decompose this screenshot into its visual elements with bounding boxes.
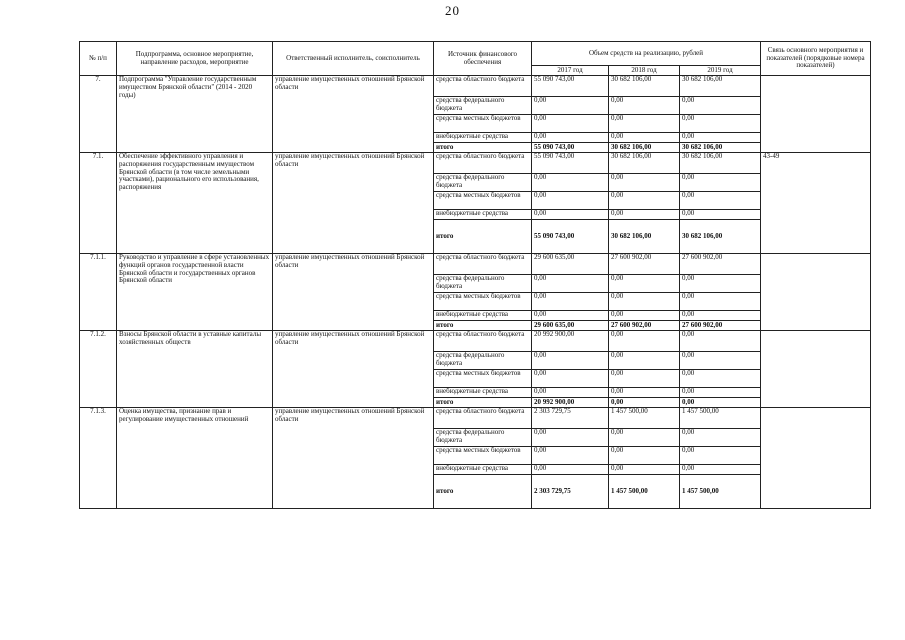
header-num: № п/п (80, 42, 117, 76)
amount-2017: 0,00 (532, 311, 609, 321)
amount-2019: 0,00 (680, 174, 761, 192)
amount-2019: 27 600 902,00 (680, 321, 761, 331)
row-number: 7. (80, 76, 117, 153)
amount-2018: 30 682 106,00 (609, 220, 680, 254)
amount-2017: 2 303 729,75 (532, 408, 609, 429)
funding-source: средства федерального бюджета (434, 97, 532, 115)
amount-2019: 1 457 500,00 (680, 408, 761, 429)
amount-2017: 0,00 (532, 293, 609, 311)
header-amount: Объем средств на реализацию, рублей (532, 42, 761, 66)
amount-2017: 0,00 (532, 388, 609, 398)
header-year: 2018 год (609, 66, 680, 76)
funding-source: средства областного бюджета (434, 408, 532, 429)
executor: управление имущественных отношений Брянской области (273, 254, 434, 331)
amount-2019: 0,00 (680, 352, 761, 370)
funding-source: средства федерального бюджета (434, 174, 532, 192)
amount-2019: 0,00 (680, 429, 761, 447)
amount-2017: 0,00 (532, 370, 609, 388)
indicator-link: 43-49 (761, 153, 871, 254)
funding-source: средства областного бюджета (434, 76, 532, 97)
amount-2017: 29 600 635,00 (532, 321, 609, 331)
funding-source: итого (434, 475, 532, 509)
funding-source: средства федерального бюджета (434, 352, 532, 370)
row-number: 7.1.3. (80, 408, 117, 509)
amount-2019: 0,00 (680, 398, 761, 408)
amount-2018: 0,00 (609, 447, 680, 465)
amount-2019: 0,00 (680, 97, 761, 115)
amount-2018: 0,00 (609, 370, 680, 388)
page-number: 20 (445, 3, 460, 18)
amount-2017: 0,00 (532, 115, 609, 133)
amount-2017: 29 600 635,00 (532, 254, 609, 275)
funding-source: средства федерального бюджета (434, 275, 532, 293)
amount-2017: 55 090 743,00 (532, 143, 609, 153)
amount-2019: 0,00 (680, 447, 761, 465)
activity-name: Оценка имущества, признание прав и регулирование имущественных отношений (117, 408, 273, 509)
header-source: Источник финансового обеспечения (434, 42, 532, 76)
amount-2019: 27 600 902,00 (680, 254, 761, 275)
table-row (80, 331, 871, 352)
header-link: Связь основного мероприятия и показателей (порядковые номера показателей) (761, 42, 871, 76)
amount-2019: 0,00 (680, 388, 761, 398)
amount-2018: 0,00 (609, 293, 680, 311)
funding-source: внебюджетные средства (434, 311, 532, 321)
amount-2017: 20 992 900,00 (532, 331, 609, 352)
amount-2018: 0,00 (609, 97, 680, 115)
amount-2017: 0,00 (532, 447, 609, 465)
amount-2018: 0,00 (609, 133, 680, 143)
amount-2017: 55 090 743,00 (532, 153, 609, 174)
amount-2018: 0,00 (609, 115, 680, 133)
funding-source: итого (434, 220, 532, 254)
activity-name: Подпрограмма "Управление государственным имуществом Брянской области" (2014 - 2020 годы) (117, 76, 273, 153)
amount-2017: 55 090 743,00 (532, 220, 609, 254)
amount-2017: 0,00 (532, 429, 609, 447)
amount-2018: 30 682 106,00 (609, 76, 680, 97)
amount-2018: 1 457 500,00 (609, 408, 680, 429)
amount-2018: 0,00 (609, 192, 680, 210)
table-body (80, 76, 871, 509)
amount-2018: 0,00 (609, 275, 680, 293)
row-number: 7.1. (80, 153, 117, 254)
funding-source: средства областного бюджета (434, 153, 532, 174)
table-row (80, 254, 871, 275)
amount-2017: 55 090 743,00 (532, 76, 609, 97)
amount-2017: 0,00 (532, 275, 609, 293)
indicator-link (761, 408, 871, 509)
funding-source: средства областного бюджета (434, 331, 532, 352)
amount-2017: 0,00 (532, 210, 609, 220)
header-subprogram: Подпрограмма, основное мероприятие, направление расходов, мероприятие (117, 42, 273, 76)
funding-source: итого (434, 143, 532, 153)
funding-source: итого (434, 321, 532, 331)
amount-2019: 0,00 (680, 192, 761, 210)
amount-2017: 0,00 (532, 97, 609, 115)
header-year: 2017 год (532, 66, 609, 76)
amount-2018: 0,00 (609, 398, 680, 408)
amount-2018: 30 682 106,00 (609, 143, 680, 153)
table-row (80, 76, 871, 97)
amount-2019: 30 682 106,00 (680, 153, 761, 174)
table-row (80, 153, 871, 174)
amount-2017: 0,00 (532, 465, 609, 475)
table-row (80, 408, 871, 429)
amount-2019: 30 682 106,00 (680, 143, 761, 153)
executor: управление имущественных отношений Брянской области (273, 408, 434, 509)
row-number: 7.1.1. (80, 254, 117, 331)
amount-2019: 0,00 (680, 210, 761, 220)
activity-name: Взносы Брянской области в уставные капиталы хозяйственных обществ (117, 331, 273, 408)
amount-2019: 0,00 (680, 133, 761, 143)
amount-2017: 20 992 900,00 (532, 398, 609, 408)
amount-2018: 1 457 500,00 (609, 475, 680, 509)
indicator-link (761, 76, 871, 153)
amount-2019: 0,00 (680, 115, 761, 133)
amount-2017: 0,00 (532, 192, 609, 210)
amount-2017: 2 303 729,75 (532, 475, 609, 509)
funding-source: внебюджетные средства (434, 210, 532, 220)
activity-name: Руководство и управление в сфере установленных функций органов государственной власти Брянской области и государственных органов Брянской области (117, 254, 273, 331)
budget-table (79, 41, 871, 509)
amount-2018: 0,00 (609, 311, 680, 321)
executor: управление имущественных отношений Брянской области (273, 331, 434, 408)
funding-source: внебюджетные средства (434, 133, 532, 143)
indicator-link (761, 254, 871, 331)
amount-2018: 0,00 (609, 352, 680, 370)
amount-2019: 0,00 (680, 331, 761, 352)
amount-2019: 0,00 (680, 465, 761, 475)
executor: управление имущественных отношений Брянской области (273, 76, 434, 153)
amount-2017: 0,00 (532, 352, 609, 370)
funding-source: внебюджетные средства (434, 465, 532, 475)
amount-2018: 0,00 (609, 331, 680, 352)
amount-2018: 27 600 902,00 (609, 254, 680, 275)
funding-source: средства местных бюджетов (434, 115, 532, 133)
funding-source: средства местных бюджетов (434, 293, 532, 311)
amount-2017: 0,00 (532, 174, 609, 192)
funding-source: средства местных бюджетов (434, 447, 532, 465)
amount-2019: 0,00 (680, 311, 761, 321)
amount-2018: 0,00 (609, 429, 680, 447)
amount-2019: 30 682 106,00 (680, 76, 761, 97)
amount-2018: 30 682 106,00 (609, 153, 680, 174)
executor: управление имущественных отношений Брянской области (273, 153, 434, 254)
amount-2018: 0,00 (609, 465, 680, 475)
amount-2019: 0,00 (680, 293, 761, 311)
amount-2018: 0,00 (609, 174, 680, 192)
amount-2019: 0,00 (680, 275, 761, 293)
amount-2018: 0,00 (609, 388, 680, 398)
row-number: 7.1.2. (80, 331, 117, 408)
header-executor: Ответственный исполнитель, соисполнитель (273, 42, 434, 76)
amount-2018: 0,00 (609, 210, 680, 220)
header-year: 2019 год (680, 66, 761, 76)
activity-name: Обеспечение эффективного управления и распоряжения государственным имуществом Брянской области (в том числе земельными участками), рационального его использования, распоряжения (117, 153, 273, 254)
amount-2017: 0,00 (532, 133, 609, 143)
indicator-link (761, 331, 871, 408)
funding-source: средства местных бюджетов (434, 370, 532, 388)
funding-source: внебюджетные средства (434, 388, 532, 398)
funding-source: средства областного бюджета (434, 254, 532, 275)
amount-2019: 30 682 106,00 (680, 220, 761, 254)
amount-2019: 0,00 (680, 370, 761, 388)
funding-source: средства местных бюджетов (434, 192, 532, 210)
amount-2018: 27 600 902,00 (609, 321, 680, 331)
funding-source: итого (434, 398, 532, 408)
funding-source: средства федерального бюджета (434, 429, 532, 447)
amount-2019: 1 457 500,00 (680, 475, 761, 509)
